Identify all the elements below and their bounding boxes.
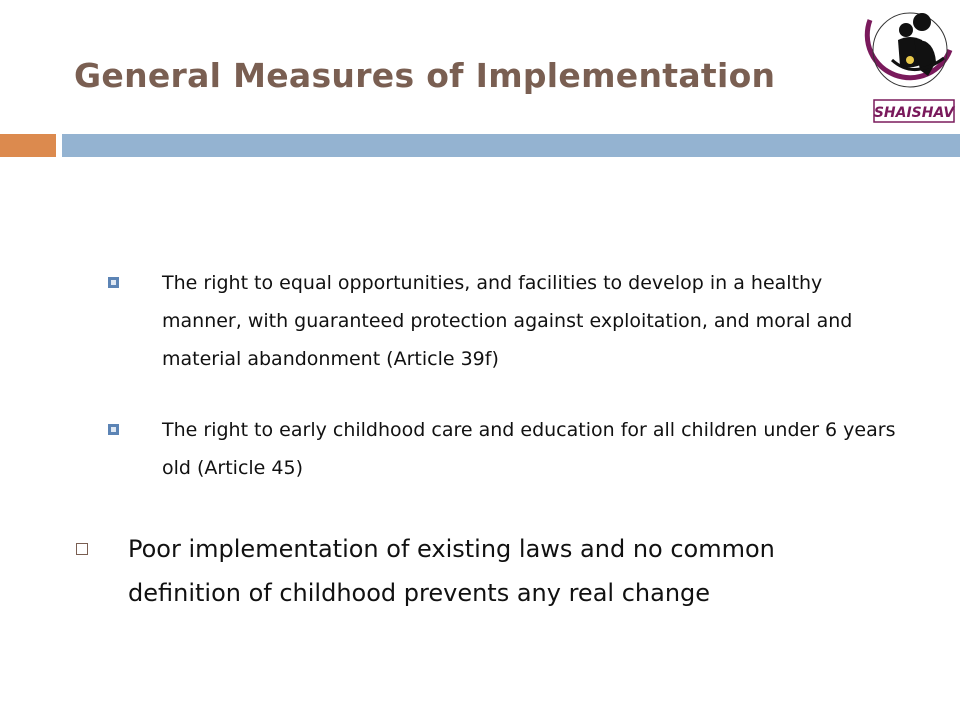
accent-bar-orange [0,134,56,157]
square-bullet-icon [108,277,119,288]
square-bullet-icon [108,424,119,435]
logo-graphic [864,0,960,130]
slide-title: General Measures of Implementation [74,56,776,95]
accent-bar-blue [62,134,960,157]
hollow-square-bullet-icon [76,543,88,555]
shaishav-logo [864,0,960,130]
main-point-text: Poor implementation of existing laws and no common definition of childhood prevents any real change [128,535,775,607]
logo-text: SHAISHAV [873,105,955,121]
sub-point-text: The right to early childhood care and education for all children under 6 years old (Article 45) [162,419,896,479]
sub-point-text: The right to equal opportunities, and facilities to develop in a healthy manner, with guaranteed protection against exploitation, and moral and material abandonment (Article 39f) [162,272,853,370]
